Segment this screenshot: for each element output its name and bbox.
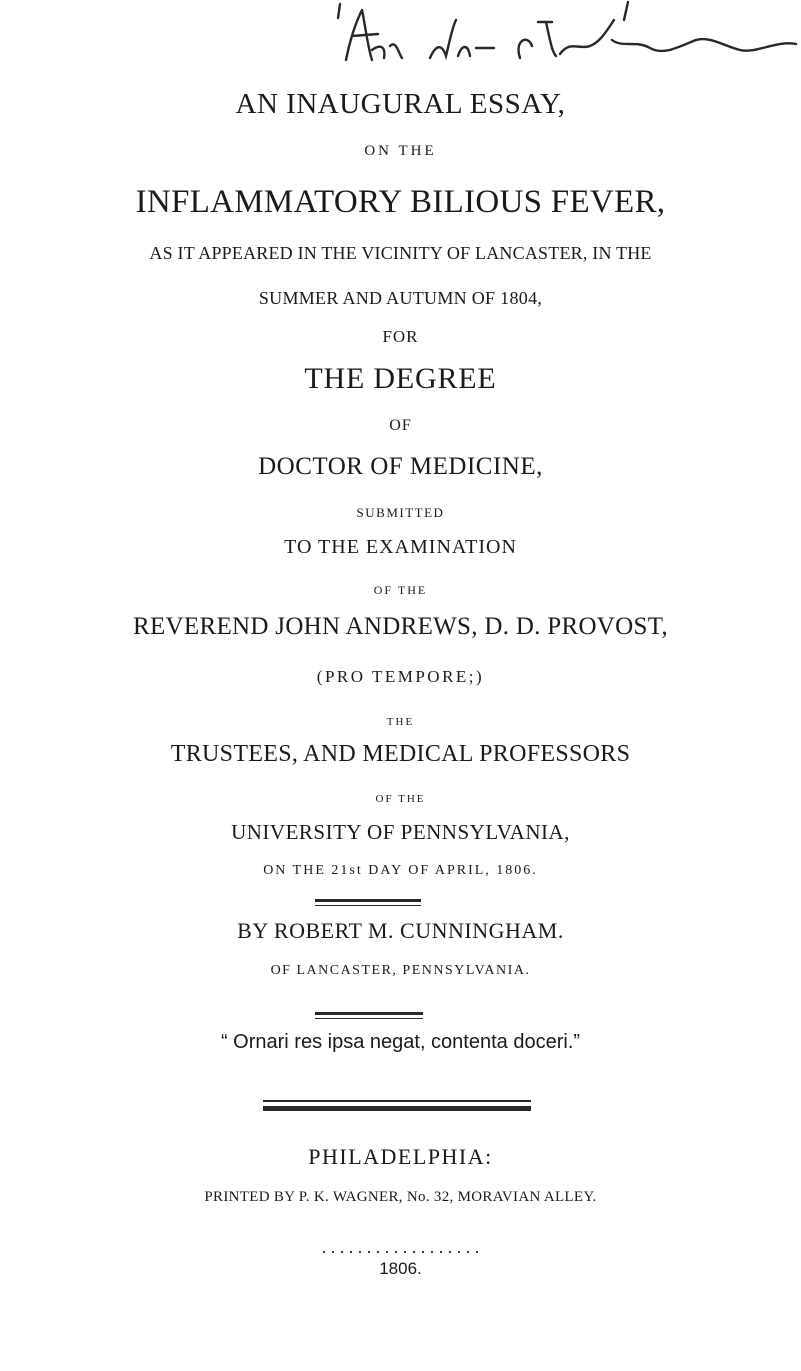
- pro-tempore: (PRO TEMPORE;): [316, 667, 485, 686]
- publication-year: 1806.: [379, 1259, 422, 1278]
- the-line: THE: [386, 716, 415, 728]
- examination-line: TO THE EXAMINATION: [284, 536, 517, 558]
- essay-heading: AN INAUGURAL ESSAY,: [235, 88, 566, 120]
- printer-line: PRINTED BY P. K. WAGNER, No. 32, MORAVIAN ALLEY.: [204, 1189, 597, 1205]
- doctor-of-medicine: DOCTOR OF MEDICINE,: [258, 453, 543, 480]
- submitted-line: SUBMITTED: [356, 505, 445, 520]
- author-origin: OF LANCASTER, PENNSYLVANIA.: [270, 963, 531, 978]
- season-line: SUMMER AND AUTUMN OF 1804,: [258, 288, 543, 308]
- divider-rule-thin: [315, 905, 421, 906]
- degree-line: THE DEGREE: [304, 362, 497, 395]
- essay-subject: INFLAMMATORY BILIOUS FEVER,: [135, 184, 666, 220]
- handwritten-inscription: [0, 0, 801, 80]
- divider-rule: [315, 899, 421, 902]
- divider-rule-2-thin: [315, 1018, 423, 1019]
- ornamental-dots: . . . . . . . . . . . . . . . . . .: [321, 1237, 480, 1257]
- date-line: ON THE 21st DAY OF APRIL, 1806.: [263, 863, 538, 878]
- provost-line: REVEREND JOHN ANDREWS, D. D. PROVOST,: [133, 613, 668, 640]
- publication-city: PHILADELPHIA:: [308, 1144, 493, 1169]
- on-the-label: ON THE: [364, 143, 437, 159]
- of-line: OF: [389, 417, 412, 434]
- for-line: FOR: [382, 327, 419, 346]
- divider-rule-3-thick: [263, 1106, 531, 1111]
- appeared-line: AS IT APPEARED IN THE VICINITY OF LANCASTER, IN THE: [149, 243, 652, 263]
- divider-rule-2: [315, 1012, 423, 1015]
- of-the-line-2: OF THE: [375, 793, 426, 805]
- university-line: UNIVERSITY OF PENNSYLVANIA,: [231, 820, 570, 844]
- divider-rule-3: [263, 1100, 531, 1102]
- latin-motto: “ Ornari res ipsa negat, contenta doceri.”: [220, 1031, 581, 1053]
- trustees-line: TRUSTEES, AND MEDICAL PROFESSORS: [170, 741, 631, 767]
- of-the-line: OF THE: [373, 583, 428, 597]
- author-line: BY ROBERT M. CUNNINGHAM.: [237, 918, 564, 943]
